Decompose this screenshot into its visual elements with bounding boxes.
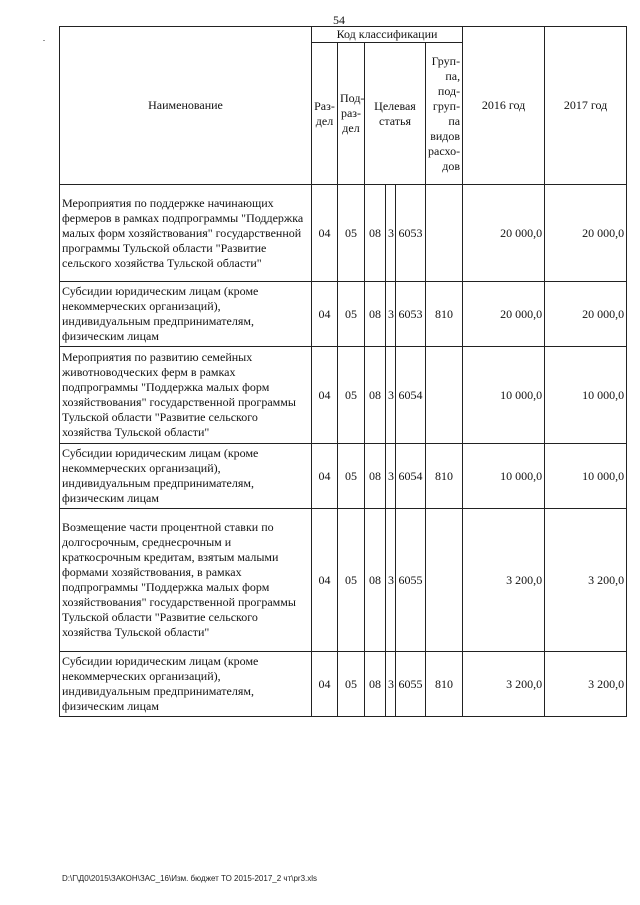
row-subsection: 05 bbox=[338, 347, 365, 444]
row-target-2: 3 bbox=[386, 652, 396, 717]
row-name: Субсидии юридическим лицам (кроме некоммерческих организаций), индивидуальным предпринимателям, физическим лицам bbox=[60, 652, 312, 717]
row-target-2: 3 bbox=[386, 347, 396, 444]
row-group: 810 bbox=[426, 652, 463, 717]
row-target-1: 08 bbox=[365, 509, 386, 652]
row-section: 04 bbox=[312, 185, 338, 282]
row-section: 04 bbox=[312, 652, 338, 717]
row-subsection: 05 bbox=[338, 185, 365, 282]
row-target-3: 6054 bbox=[396, 347, 426, 444]
row-name: Субсидии юридическим лицам (кроме некоммерческих организаций), индивидуальным предпринимателям, физическим лицам bbox=[60, 444, 312, 509]
row-target-1: 08 bbox=[365, 185, 386, 282]
row-name: Мероприятия по поддержке начинающих фермеров в рамках подпрограммы "Поддержка малых форм хозяйствования" государственной программы Тульской области "Развитие сельского хозяйства Тульской области" bbox=[60, 185, 312, 282]
row-name: Субсидии юридическим лицам (кроме некоммерческих организаций), индивидуальным предпринимателям, физическим лицам bbox=[60, 282, 312, 347]
row-section: 04 bbox=[312, 444, 338, 509]
row-group bbox=[426, 185, 463, 282]
row-2017: 20 000,0 bbox=[545, 282, 627, 347]
row-target-1: 08 bbox=[365, 652, 386, 717]
row-2016: 20 000,0 bbox=[463, 185, 545, 282]
row-2017: 3 200,0 bbox=[545, 652, 627, 717]
header-target-article: Целевая статья bbox=[365, 43, 426, 185]
row-2017: 10 000,0 bbox=[545, 347, 627, 444]
budget-table bbox=[59, 26, 627, 717]
header-name: Наименование bbox=[60, 27, 312, 185]
header-classification: Код классификации bbox=[312, 27, 463, 43]
header-year-2016: 2016 год bbox=[463, 27, 545, 185]
header-subsection: Под-раз-дел bbox=[338, 43, 365, 185]
row-target-3: 6054 bbox=[396, 444, 426, 509]
table-row bbox=[60, 185, 627, 282]
row-target-2: 3 bbox=[386, 185, 396, 282]
page-number: 54 bbox=[333, 13, 345, 27]
row-subsection: 05 bbox=[338, 509, 365, 652]
header-expense-group: Груп-па, под-груп-па видов расхо-дов bbox=[426, 43, 463, 185]
row-target-3: 6055 bbox=[396, 652, 426, 717]
file-path-footer: D:\Г\Д0\2015\ЗАКОН\ЗАС_16\Изм. бюджет ТО 2015-2017_2 чт\pr3.xls bbox=[62, 874, 318, 883]
row-target-1: 08 bbox=[365, 444, 386, 509]
row-target-1: 08 bbox=[365, 347, 386, 444]
row-2016: 10 000,0 bbox=[463, 347, 545, 444]
row-subsection: 05 bbox=[338, 282, 365, 347]
row-subsection: 05 bbox=[338, 652, 365, 717]
row-2017: 3 200,0 bbox=[545, 509, 627, 652]
row-2017: 10 000,0 bbox=[545, 444, 627, 509]
row-section: 04 bbox=[312, 509, 338, 652]
row-2016: 20 000,0 bbox=[463, 282, 545, 347]
table-row bbox=[60, 652, 627, 717]
row-target-3: 6055 bbox=[396, 509, 426, 652]
row-subsection: 05 bbox=[338, 444, 365, 509]
row-2016: 3 200,0 bbox=[463, 509, 545, 652]
row-target-1: 08 bbox=[365, 282, 386, 347]
header-row-top bbox=[60, 27, 627, 43]
table-row bbox=[60, 509, 627, 652]
header-year-2017: 2017 год bbox=[545, 27, 627, 185]
row-target-2: 3 bbox=[386, 444, 396, 509]
table-row bbox=[60, 282, 627, 347]
row-target-2: 3 bbox=[386, 509, 396, 652]
row-group bbox=[426, 509, 463, 652]
table-row bbox=[60, 444, 627, 509]
scan-mark bbox=[43, 40, 45, 41]
row-name: Возмещение части процентной ставки по долгосрочным, среднесрочным и краткосрочным кредитам, взятым малыми формами хозяйствования, в рамках подпрограммы "Поддержка малых форм хозяйствования" государственной программы Тульской области "Развитие сельского хозяйства Тульской области" bbox=[60, 509, 312, 652]
row-target-3: 6053 bbox=[396, 185, 426, 282]
row-section: 04 bbox=[312, 282, 338, 347]
row-target-2: 3 bbox=[386, 282, 396, 347]
row-group bbox=[426, 347, 463, 444]
row-group: 810 bbox=[426, 444, 463, 509]
header-section: Раз-дел bbox=[312, 43, 338, 185]
table-row bbox=[60, 347, 627, 444]
row-target-3: 6053 bbox=[396, 282, 426, 347]
row-2017: 20 000,0 bbox=[545, 185, 627, 282]
row-name: Мероприятия по развитию семейных животноводческих ферм в рамках подпрограммы "Поддержка малых форм хозяйствования" государственной программы Тульской области "Развитие сельского хозяйства Тульской области" bbox=[60, 347, 312, 444]
row-group: 810 bbox=[426, 282, 463, 347]
row-2016: 3 200,0 bbox=[463, 652, 545, 717]
row-2016: 10 000,0 bbox=[463, 444, 545, 509]
row-section: 04 bbox=[312, 347, 338, 444]
